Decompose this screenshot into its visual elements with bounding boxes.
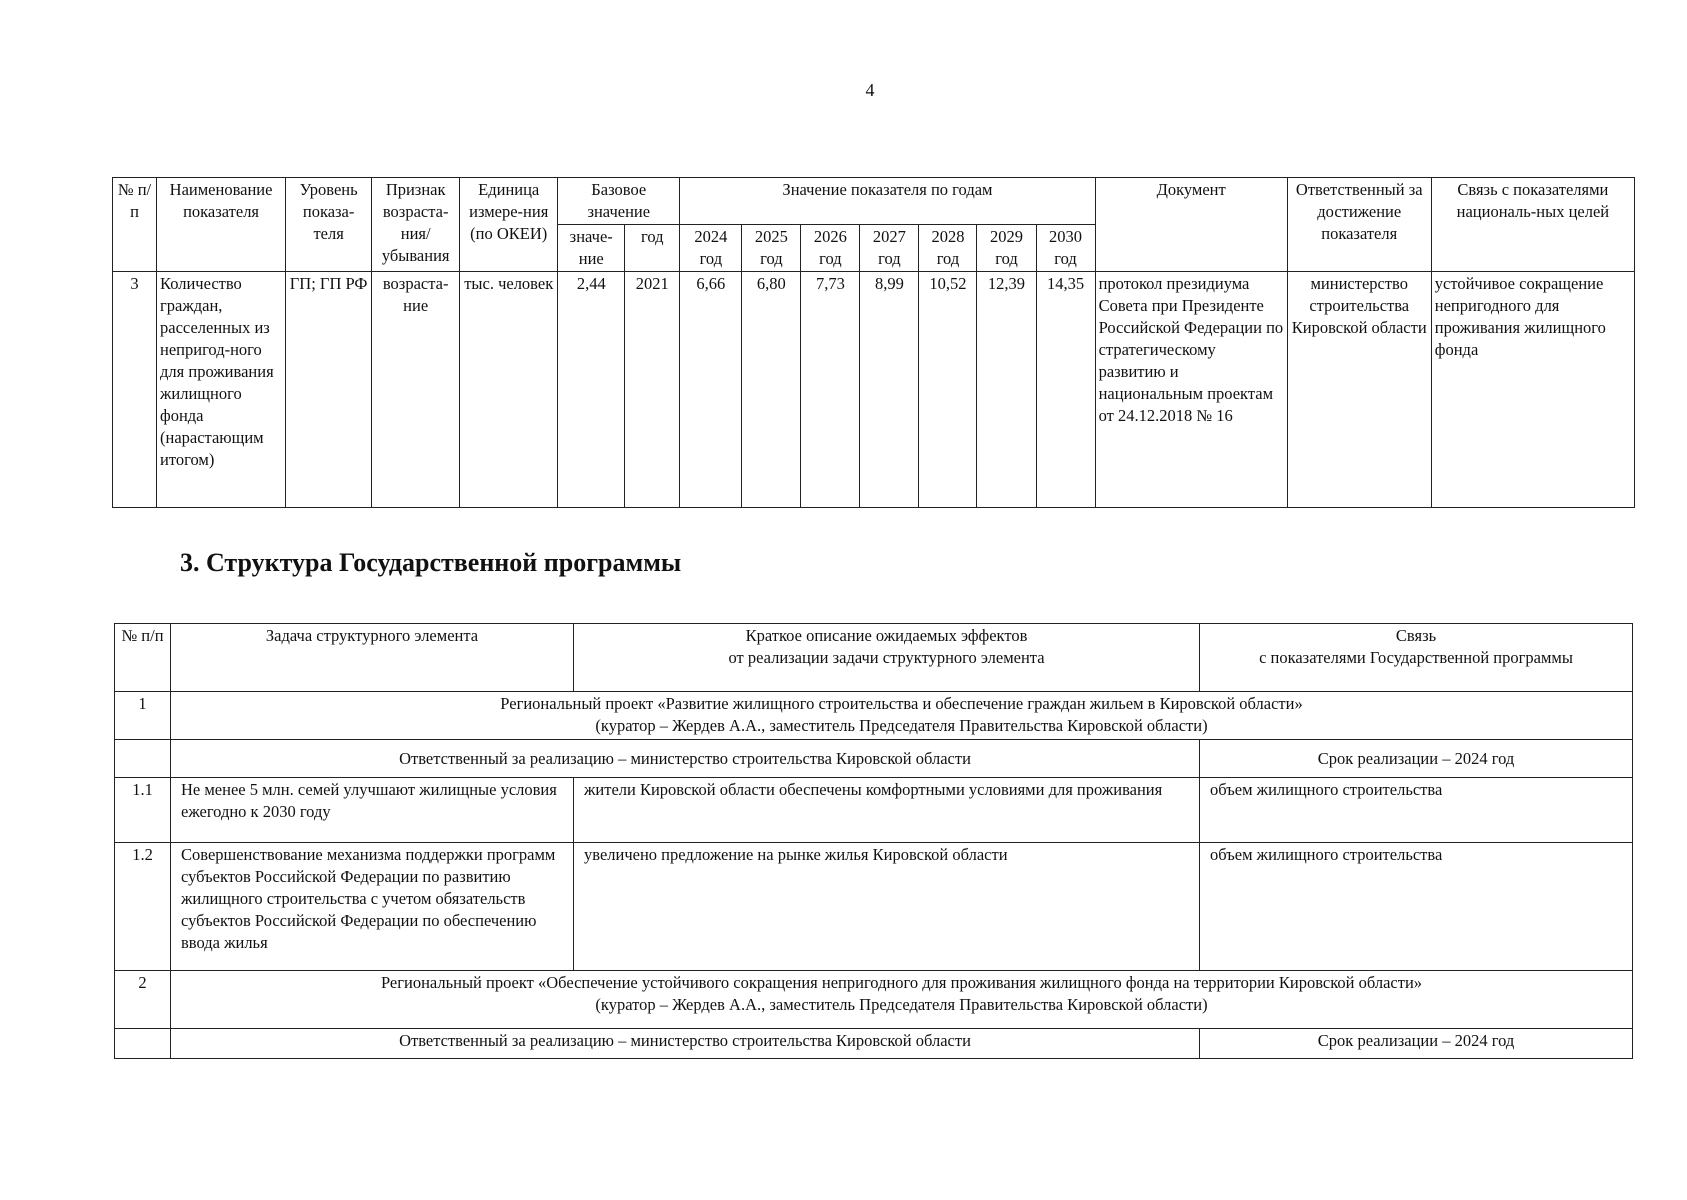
table-row	[113, 272, 1635, 508]
row-name: Количество граждан, расселенных из непригод-ного для проживания жилищного фонда (нарастающим итогом)	[157, 272, 286, 508]
row-value: 6,80	[742, 272, 801, 508]
header-responsible: Ответственный за достижение показателя	[1287, 178, 1431, 272]
row-task: Совершенствование механизма поддержки программ субъектов Российской Федерации по развитию жилищного строительства с учетом обязательств субъектов Российской Федерации по обеспечению ввода жилья	[171, 843, 574, 971]
header-year: 2025 год	[742, 225, 801, 272]
header-link: Связь с показателями Государственной программы	[1200, 624, 1633, 692]
project-row	[115, 692, 1633, 740]
header-level: Уровень показа-теля	[286, 178, 372, 272]
row-effect: жители Кировской области обеспечены комфортными условиями для проживания	[574, 778, 1200, 843]
term-text: Срок реализации – 2024 год	[1200, 1029, 1633, 1059]
header-row	[115, 624, 1633, 692]
empty-cell	[115, 1029, 171, 1059]
header-year: 2026 год	[801, 225, 860, 272]
row-num: 1.2	[115, 843, 171, 971]
project-num: 2	[115, 971, 171, 1029]
row-num: 3	[113, 272, 157, 508]
structure-table	[114, 623, 1633, 1059]
header-year: 2029 год	[977, 225, 1036, 272]
indicators-table	[112, 177, 1635, 508]
header-effects: Краткое описание ожидаемых эффектов от реализации задачи структурного элемента	[574, 624, 1200, 692]
header-link: Связь с показателями националь-ных целей	[1431, 178, 1634, 272]
project-title: Региональный проект «Развитие жилищного строительства и обеспечение граждан жильем в Кировской области» (куратор – Жердев А.А., заместитель Председателя Правительства Кировской области)	[171, 692, 1633, 740]
header-num: № п/п	[113, 178, 157, 272]
header-year: 2024 год	[680, 225, 742, 272]
responsible-text: Ответственный за реализацию – министерство строительства Кировской области	[171, 1029, 1200, 1059]
header-row	[113, 178, 1635, 225]
project-row	[115, 971, 1633, 1029]
empty-cell	[115, 740, 171, 778]
header-year: 2028 год	[919, 225, 977, 272]
table-row	[115, 843, 1633, 971]
row-link: устойчивое сокращение непригодного для проживания жилищного фонда	[1431, 272, 1634, 508]
row-link: объем жилищного строительства	[1200, 778, 1633, 843]
header-document: Документ	[1095, 178, 1287, 272]
row-value: 8,99	[860, 272, 919, 508]
row-base-year: 2021	[625, 272, 680, 508]
row-base-value: 2,44	[558, 272, 625, 508]
project-num: 1	[115, 692, 171, 740]
header-unit: Единица измере-ния (по ОКЕИ)	[460, 178, 558, 272]
page-number: 4	[865, 80, 875, 100]
header-year: 2027 год	[860, 225, 919, 272]
term-text: Срок реализации – 2024 год	[1200, 740, 1633, 778]
row-link: объем жилищного строительства	[1200, 843, 1633, 971]
row-responsible: министерство строительства Кировской области	[1287, 272, 1431, 508]
header-name: Наименование показателя	[157, 178, 286, 272]
header-by-years: Значение показателя по годам	[680, 178, 1095, 225]
row-task: Не менее 5 млн. семей улучшают жилищные условия ежегодно к 2030 году	[171, 778, 574, 843]
header-num: № п/п	[115, 624, 171, 692]
responsible-row	[115, 740, 1633, 778]
responsible-row	[115, 1029, 1633, 1059]
table-row	[115, 778, 1633, 843]
row-document: протокол президиума Совета при Президенте Российской Федерации по стратегическому развитию и национальным проектам от 24.12.2018 № 16	[1095, 272, 1287, 508]
header-base-year: год	[625, 225, 680, 272]
row-value: 12,39	[977, 272, 1036, 508]
header-year: 2030 год	[1036, 225, 1095, 272]
row-unit: тыс. человек	[460, 272, 558, 508]
row-value: 10,52	[919, 272, 977, 508]
header-base-value: значе-ние	[558, 225, 625, 272]
row-value: 7,73	[801, 272, 860, 508]
responsible-text: Ответственный за реализацию – министерство строительства Кировской области	[171, 740, 1200, 778]
row-level: ГП; ГП РФ	[286, 272, 372, 508]
project-title: Региональный проект «Обеспечение устойчивого сокращения непригодного для проживания жилищного фонда на территории Кировской области» (куратор – Жердев А.А., заместитель Председателя Правительства Кировской области)	[171, 971, 1633, 1029]
header-task: Задача структурного элемента	[171, 624, 574, 692]
section-title: 3. Структура Государственной программы	[180, 548, 682, 577]
row-effect: увеличено предложение на рынке жилья Кировской области	[574, 843, 1200, 971]
header-trend: Признак возраста-ния/ убывания	[372, 178, 460, 272]
row-trend: возраста-ние	[372, 272, 460, 508]
header-base: Базовое значение	[558, 178, 680, 225]
row-value: 14,35	[1036, 272, 1095, 508]
row-value: 6,66	[680, 272, 742, 508]
row-num: 1.1	[115, 778, 171, 843]
